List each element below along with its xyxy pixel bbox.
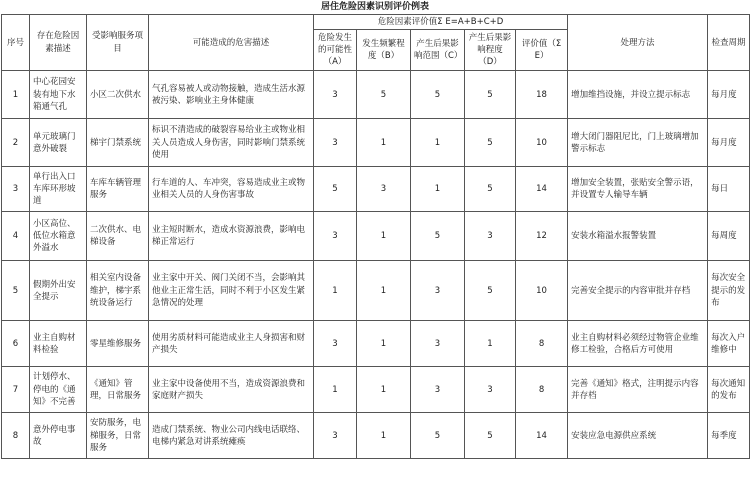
cell-period: 每次入户维修中: [708, 321, 750, 367]
cell-area: 小区高位、低位水箱意外溢水: [30, 212, 87, 261]
table-row: [2, 321, 750, 367]
table-title: 居住危险因素识别评价例表: [320, 2, 429, 12]
cell-seq: 4: [2, 212, 30, 261]
cell-d: 5: [465, 261, 516, 321]
cell-seq: 5: [2, 261, 30, 321]
cell-area: 中心花园安装有地下水箱通气孔: [30, 71, 87, 119]
table-row: [2, 71, 750, 119]
cell-d: 3: [465, 212, 516, 261]
cell-d: 5: [465, 71, 516, 119]
cell-service: 车库车辆管理服务: [87, 167, 149, 212]
cell-b: 3: [357, 167, 411, 212]
cell-service: 安防服务，电梯服务，日常服务: [87, 413, 149, 459]
cell-d: 3: [465, 367, 516, 413]
cell-d: 5: [465, 413, 516, 459]
cell-e: 14: [516, 167, 568, 212]
cell-method: 完善安全提示的内容审批并存档: [568, 261, 708, 321]
cell-service: 梯宇门禁系统: [87, 119, 149, 167]
header-b: 发生频繁程度（B）: [357, 30, 411, 71]
table-row: [2, 367, 750, 413]
cell-b: 1: [357, 321, 411, 367]
cell-c: 3: [411, 367, 465, 413]
table-row: [2, 167, 750, 212]
cell-period: 每月度: [708, 71, 750, 119]
cell-method: 增加维挡设施，并设立提示标志: [568, 71, 708, 119]
cell-period: 每日: [708, 167, 750, 212]
cell-area: 意外停电事故: [30, 413, 87, 459]
cell-b: 5: [357, 71, 411, 119]
cell-a: 3: [314, 321, 357, 367]
cell-service: 零星维修服务: [87, 321, 149, 367]
cell-a: 1: [314, 261, 357, 321]
cell-service: 小区二次供水: [87, 71, 149, 119]
cell-b: 1: [357, 119, 411, 167]
header-hazard: 可能造成的危害描述: [149, 15, 314, 71]
cell-hazard: 业主家中设备使用不当，造成资源浪费和家庭财产损失: [149, 367, 314, 413]
cell-service: 《通知》管理，日常服务: [87, 367, 149, 413]
header-service: 受影响服务项目: [87, 15, 149, 71]
cell-hazard: 业主短时断水，造成水资源浪费，影响电梯正常运行: [149, 212, 314, 261]
cell-a: 3: [314, 71, 357, 119]
cell-area: 计划停水、停电的《通知》不完善: [30, 367, 87, 413]
cell-e: 8: [516, 321, 568, 367]
cell-hazard: 气孔容易被人或动物接触，造成生活水源被污染、影响业主身体健康: [149, 71, 314, 119]
cell-service: 相关室内设备维护，梯宇系统设备运行: [87, 261, 149, 321]
cell-area: 业主自购材料检验: [30, 321, 87, 367]
cell-b: 1: [357, 413, 411, 459]
cell-c: 5: [411, 71, 465, 119]
cell-a: 5: [314, 167, 357, 212]
cell-period: 每季度: [708, 413, 750, 459]
cell-hazard: 造成门禁系统、物业公司内线电话联络、电梯内紧急对讲系统瘫痪: [149, 413, 314, 459]
cell-hazard: 标识不清造成的破裂容易给业主或物业相关人员造成人身伤害，同时影响门禁系统使用: [149, 119, 314, 167]
header-e: 评价值（ΣE）: [516, 30, 568, 71]
table-row: [2, 413, 750, 459]
cell-e: 10: [516, 119, 568, 167]
cell-e: 8: [516, 367, 568, 413]
cell-a: 3: [314, 119, 357, 167]
cell-area: 单行出入口车库环形坡道: [30, 167, 87, 212]
cell-d: 5: [465, 119, 516, 167]
header-d: 产生后果影响程度（D）: [465, 30, 516, 71]
hazard-table: [1, 14, 750, 459]
cell-b: 1: [357, 212, 411, 261]
cell-a: 3: [314, 212, 357, 261]
table-row: [2, 261, 750, 321]
cell-hazard: 使用劣质材料可能造成业主人身损害和财产损失: [149, 321, 314, 367]
header-area: 存在危险因素描述: [30, 15, 87, 71]
header-period: 检查周期: [708, 15, 750, 71]
cell-method: 安装水箱溢水报警装置: [568, 212, 708, 261]
cell-b: 1: [357, 367, 411, 413]
table-row: [2, 119, 750, 167]
cell-b: 1: [357, 261, 411, 321]
cell-period: 每周度: [708, 212, 750, 261]
cell-period: 每次安全提示的发布: [708, 261, 750, 321]
cell-d: 5: [465, 167, 516, 212]
cell-c: 1: [411, 119, 465, 167]
header-c: 产生后果影响范围（C）: [411, 30, 465, 71]
cell-method: 增大闭门器阻尼比，门上玻璃增加警示标志: [568, 119, 708, 167]
cell-seq: 7: [2, 367, 30, 413]
cell-service: 二次供水、电梯设备: [87, 212, 149, 261]
cell-seq: 8: [2, 413, 30, 459]
cell-e: 18: [516, 71, 568, 119]
cell-seq: 2: [2, 119, 30, 167]
cell-method: 业主自购材料必须经过物管企业维修工检验，合格后方可使用: [568, 321, 708, 367]
cell-method: 安装应急电源供应系统: [568, 413, 708, 459]
cell-e: 14: [516, 413, 568, 459]
cell-hazard: 行车道的人、车冲突，容易造成业主或物业相关人员的人身伤害事故: [149, 167, 314, 212]
cell-c: 5: [411, 413, 465, 459]
cell-method: 增加安全装置，张贴安全警示语，并设置专人输导车辆: [568, 167, 708, 212]
cell-c: 1: [411, 167, 465, 212]
cell-a: 1: [314, 367, 357, 413]
cell-period: 每月度: [708, 119, 750, 167]
cell-method: 完善《通知》格式，注明提示内容并存档: [568, 367, 708, 413]
cell-hazard: 业主家中开关、阀门关闭不当，会影响其他业主正常生活，同时不利于小区发生紧急情况的处理: [149, 261, 314, 321]
cell-a: 3: [314, 413, 357, 459]
cell-period: 每次通知的发布: [708, 367, 750, 413]
cell-c: 3: [411, 321, 465, 367]
cell-d: 1: [465, 321, 516, 367]
cell-seq: 6: [2, 321, 30, 367]
cell-area: 单元玻璃门意外破裂: [30, 119, 87, 167]
header-row-group: [2, 15, 750, 30]
cell-seq: 1: [2, 71, 30, 119]
table-row: [2, 212, 750, 261]
header-method: 处理方法: [568, 15, 708, 71]
header-seq: 序号: [2, 15, 30, 71]
cell-seq: 3: [2, 167, 30, 212]
cell-e: 10: [516, 261, 568, 321]
cell-c: 5: [411, 212, 465, 261]
cell-e: 12: [516, 212, 568, 261]
header-evaluation-group: 危险因素评价值Σ E=A+B+C+D: [314, 15, 568, 30]
cell-area: 假期外出安全提示: [30, 261, 87, 321]
header-a: 危险发生的可能性（A）: [314, 30, 357, 71]
cell-c: 3: [411, 261, 465, 321]
